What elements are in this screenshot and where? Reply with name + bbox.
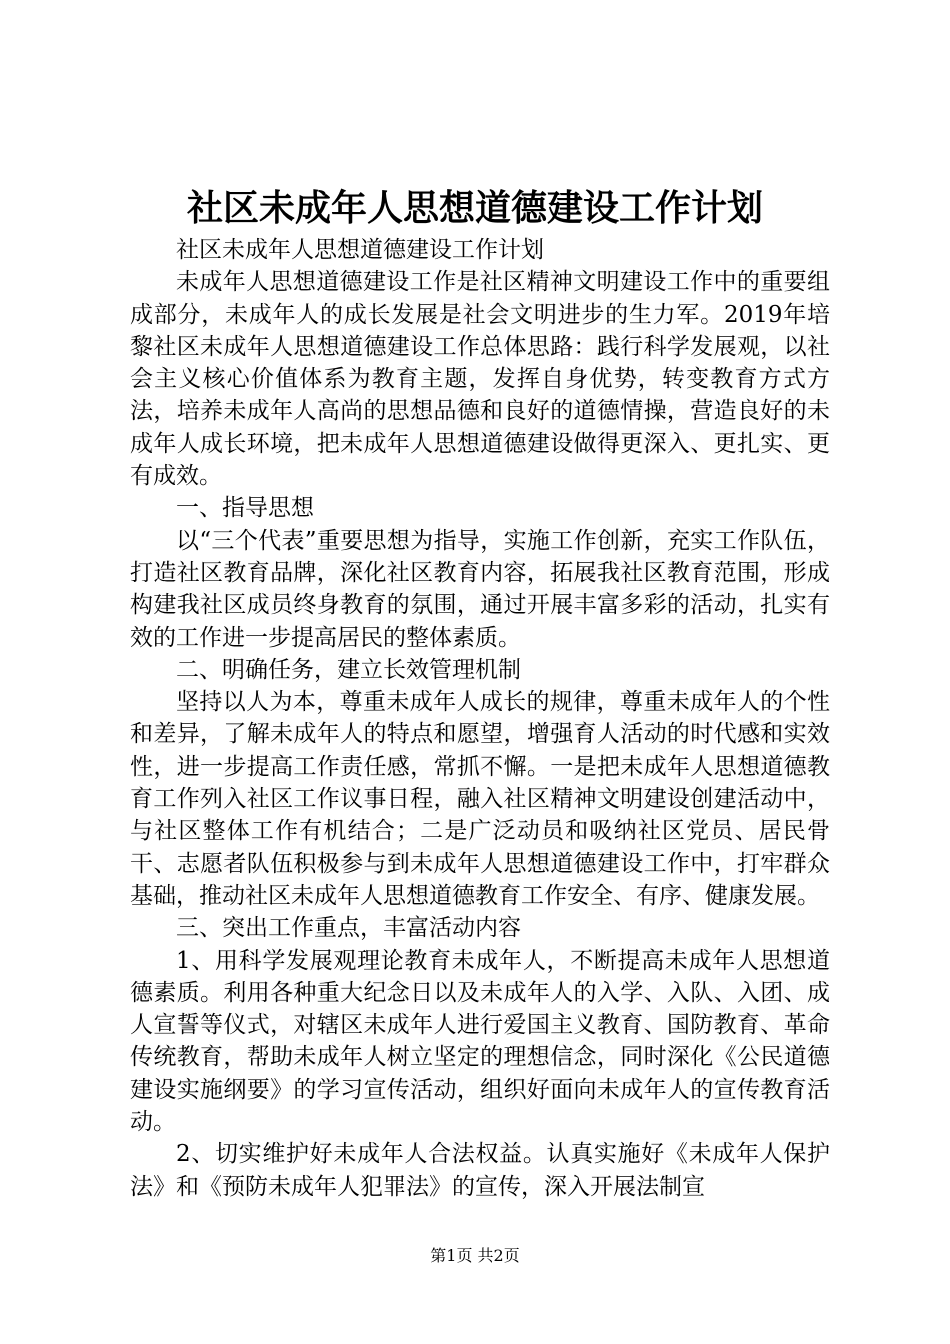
paragraph-guiding-thought: 以“三个代表”重要思想为指导，实施工作创新，充实工作队伍，打造社区教育品牌，深化社区教育内容，拓展我社区教育范围，形成构建我社区成员终身教育的氛围，通过开展丰富多彩的活动，扎实有效的工作进一步提高居民的整体素质。 xyxy=(130,527,830,651)
paragraph-subtitle: 社区未成年人思想道德建设工作计划 xyxy=(176,237,544,263)
section-heading-guiding-thought: 一、指导思想 xyxy=(176,495,314,522)
page-footer: 第1页 共2页 xyxy=(430,1246,520,1265)
paragraph-intro: 未成年人思想道德建设工作是社区精神文明建设工作中的重要组成部分，未成年人的成长发展是社会文明进步的生力军。2019年培黎社区未成年人思想道德建设工作总体思路：践行科学发展观，以社会主义核心价值体系为教育主题，发挥自身优势，转变教育方式方法，培养未成年人高尚的思想品德和良好的道德情操，营造良好的未成年人成长环境，把未成年人思想道德建设做得更深入、更扎实、更有成效。 xyxy=(130,269,830,490)
section-heading-key-work: 三、突出工作重点，丰富活动内容 xyxy=(176,915,521,942)
paragraph-item-2: 2、切实维护好未成年人合法权益。认真实施好《未成年人保护法》和《预防未成年人犯罪法》的宣传，深入开展法制宣 xyxy=(130,1141,830,1200)
paragraph-tasks: 坚持以人为本，尊重未成年人成长的规律，尊重未成年人的个性和差异，了解未成年人的特点和愿望，增强育人活动的时代感和实效性，进一步提高工作责任感，常抓不懈。一是把未成年人思想道德教育工作列入社区工作议事日程，融入社区精神文明建设创建活动中，与社区整体工作有机结合；二是广泛动员和吸纳社区党员、居民骨干、志愿者队伍积极参与到未成年人思想道德建设工作中，打牢群众基础，推动社区未成年人思想道德教育工作安全、有序、健康发展。 xyxy=(130,689,830,909)
document-body xyxy=(130,234,830,1203)
document-title: 社区未成年人思想道德建设工作计划 xyxy=(186,187,763,229)
paragraph-item-1: 1、用科学发展观理论教育未成年人，不断提高未成年人思想道德素质。利用各种重大纪念日以及未成年人的入学、入队、入团、成人宣誓等仪式，对辖区未成年人进行爱国主义教育、国防教育、革命传统教育，帮助未成年人树立坚定的理想信念，同时深化《公民道德建设实施纲要》的学习宣传活动，组织好面向未成年人的宣传教育活动。 xyxy=(130,947,830,1136)
section-heading-tasks: 二、明确任务，建立长效管理机制 xyxy=(176,656,521,683)
